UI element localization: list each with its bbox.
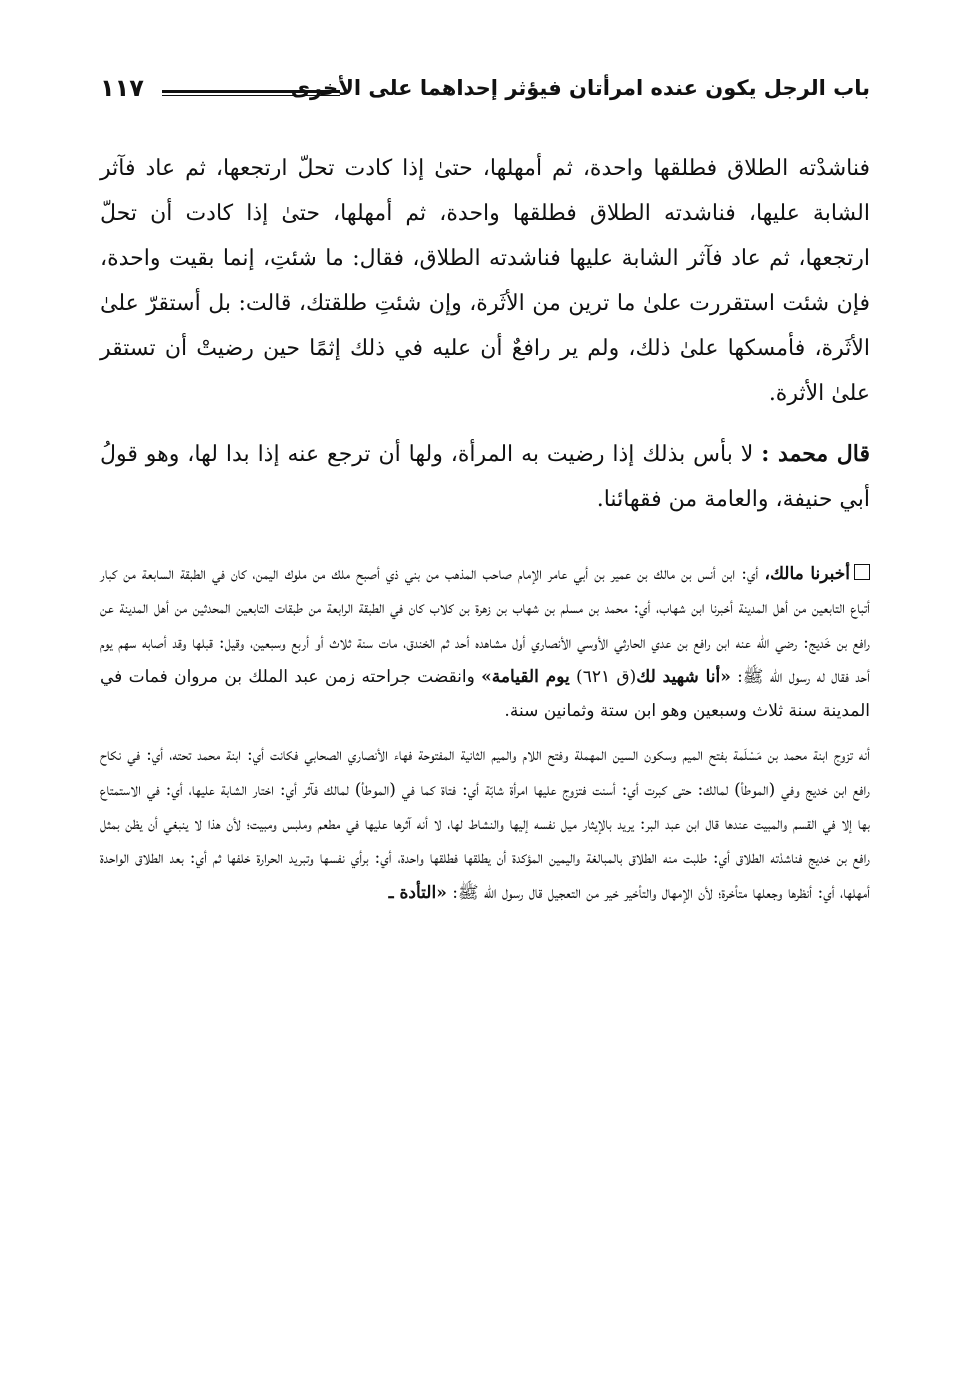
hadith-paragraph-text: فناشدْته الطلاق فطلقها واحدة، ثم أمهلها، حتىٰ إذا كادت تحلّ ارتجعها، ثم عاد فآثر الشابة عليها، فناشدته الطلاق فطلقها واحدة، ثم أمهلها، حتىٰ إذا كادت أن تحلّ ارتجعها، ثم عاد فآثر الشابة عليها فناشدته الطلاق، فقال: ما شئتِ، إنما بقيت واحدة، فإن شئت استقررت علىٰ ما ترين من الأثَرة، وإن شئتِ طلقتك، قالت: بل أستقرّ علىٰ الأثَرة، فأمسكها علىٰ ذلك، ولم ير رافعٌ أن عليه في ذلك إثمًا حين رضيتْ أن تستقر علىٰ الأثرة. (100, 156, 870, 406)
author-comment-text: لا بأس بذلك إذا رضيت به المرأة، ولها أن ترجع عنه إذا بدا لها، وهو قولُ أبي حنيفة، والعامة من فقهائنا. (100, 442, 870, 512)
commentary-paragraph (100, 557, 870, 728)
commentary-text-c: أنه تزوج ابنة محمد بن مَسْلَمة بفتح الميم وسكون السين المهملة وفتح اللام والميم الثانية المفتوحة فهاء الأنصاري الصحابي فكانت أي: ابنة محمد تحته، أي: في نكاح رافع ابن خديج وفي (الموطأ) لمالك: حتى كبرت أي: أسنت فتزوج عليها امرأة شابّة أي: فتاة كما في (الموطأ) لمالك فآثر أي: اختار الشابة عليها، أي: في الاستمتاع بها إلا في القسم والمبيت عندها قال ابن عبد البر: يريد بالإيثار ميل نفسه إليها والنشاط لها، لا أنه آثرها عليها في مطعم وملبس ومبيت؛ لأن هذا لا ينبغي أن يظن بمثل رافع بن خديج فناشدْته الطلاق أي: طلبت منه الطلاق بالمبالغة واليمين المؤكدة أن يطلقها فطلقها واحدة، أي: برأي نفسها وتبريد الحرارة خلفها ثم أي: بعد الطلاق الواحدة أمهلها، أي: أنظرها وجعلها متأخرة؛ لأن الإمهال والتأخير خير من التعجيل قال رسول الله ﷺ: (100, 745, 871, 903)
page-header (100, 74, 870, 114)
hadith-quote-end: يوم القيامة» (481, 666, 570, 687)
commentary-text-a: أي: ابن أنس بن مالك بن عمير بن أبي عامر الإمام صاحب المذهب من بني ذي أصبح ملك من ملوك اليمن، كان في الطبقة السابعة من كبار أتباع التابعين من أهل المدينة أخبرنا ابن شهاب، أي: محمد بن مسلم بن شهاب بن زهرة بن كلاب كان في الطبقة الرابعة من طبقات التابعين المحدثين من أهل المدينة عن رافع بن خَديج: رضي الله عنه ابن رافع بن عدي الحارثي الأوسي الأنصاري أول مشاهده أحد ثم الخندق، مات سنة ثلاث أو أربع وسبعين، وقيل: قبلها وقد أصابه سهم يوم أحد فقال له رسول الله ﷺ: (100, 564, 870, 687)
header-rule (162, 90, 340, 96)
page-number: ١١٧ (100, 74, 144, 102)
manuscript-reference: (ق ٦٢١) (576, 666, 637, 687)
hadith-text (100, 146, 870, 522)
commentary-label: أخبرنا مالك، (764, 564, 850, 584)
chapter-title: باب الرجل يكون عنده امرأتان فيؤثر إحداهما على الأخرى (290, 76, 870, 100)
hadith-quote: «أنا شهيد لك (636, 666, 731, 687)
square-marker-icon (854, 564, 870, 580)
commentary-text (100, 557, 870, 910)
trailing-quote: «التأدة ـ (388, 882, 447, 903)
author-comment-paragraph (100, 432, 870, 522)
commentary-text-b: وانقضت جراحته زمن عبد الملك بن مروان فمات في المدينة سنة ثلاث وسبعين وهو ابن ستة وثمانين سنة. (100, 666, 870, 722)
hadith-paragraph (100, 146, 870, 416)
commentary-paragraph (100, 738, 870, 909)
author-comment-label: قال محمد : (761, 441, 870, 467)
